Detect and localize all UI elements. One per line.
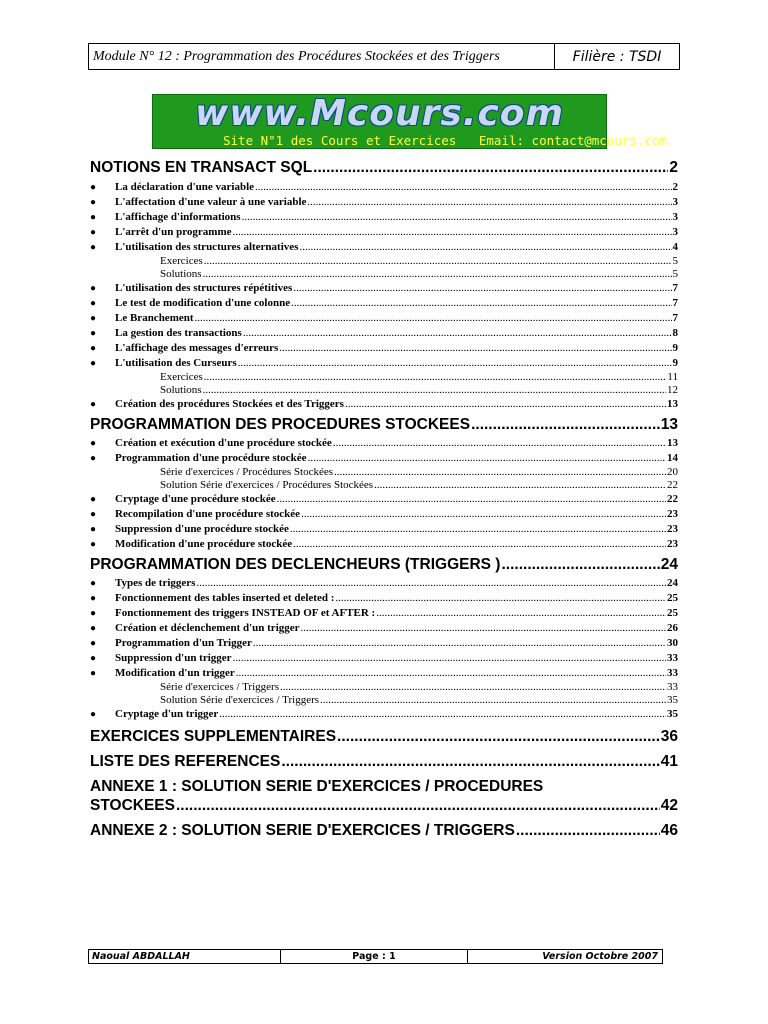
- toc-entry[interactable]: ● Suppression d'une procédure stockée ..... 23: [90, 522, 678, 537]
- module-title: Module N° 12 : Programmation des Procédures Stockées et des Triggers: [89, 44, 555, 69]
- table-of-contents: [90, 158, 678, 840]
- toc-entry[interactable]: ● Programmation d'une procédure stockée ..... 14: [90, 451, 678, 466]
- page-header: [88, 43, 680, 70]
- toc-section-heading[interactable]: PROGRAMMATION DES PROCEDURES STOCKEES ..... 13: [90, 415, 678, 434]
- bullet-icon: ●: [90, 638, 97, 649]
- toc-entry[interactable]: ● Création des procédures Stockées et des Triggers ..... 13: [90, 397, 678, 412]
- toc-section-heading[interactable]: EXERCICES SUPPLEMENTAIRES ..... 36: [90, 727, 678, 746]
- toc-entry[interactable]: ● Fonctionnement des triggers INSTEAD OF et AFTER : ..... 25: [90, 606, 678, 621]
- page-footer: [88, 949, 663, 964]
- toc-subentry[interactable]: Exercices ..... 5: [90, 255, 678, 268]
- banner-site-name: www.Mcours.com: [194, 93, 565, 134]
- toc-entry[interactable]: ● La gestion des transactions ..... 8: [90, 326, 678, 341]
- bullet-icon: ●: [90, 182, 97, 193]
- toc-section-heading[interactable]: ANNEXE 2 : SOLUTION SERIE D'EXERCICES / TRIGGERS ..... 46: [90, 821, 678, 840]
- toc-entry[interactable]: ● L'affectation d'une valeur à une variable ..... 3: [90, 195, 678, 210]
- bullet-icon: ●: [90, 358, 97, 369]
- bullet-icon: ●: [90, 578, 97, 589]
- bullet-icon: ●: [90, 668, 97, 679]
- toc-section-heading[interactable]: LISTE DES REFERENCES ..... 41: [90, 752, 678, 771]
- toc-section-heading[interactable]: NOTIONS EN TRANSACT SQL ..... 2: [90, 158, 678, 177]
- toc-entry[interactable]: ● L'arrêt d'un programme ..... 3: [90, 225, 678, 240]
- toc-entry[interactable]: ● Programmation d'un Trigger ..... 30: [90, 636, 678, 651]
- bullet-icon: ●: [90, 453, 97, 464]
- toc-entry[interactable]: ● Fonctionnement des tables inserted et deleted : ..... 25: [90, 591, 678, 606]
- toc-entry[interactable]: ● L'affichage des messages d'erreurs ..... 9: [90, 341, 678, 356]
- toc-entry[interactable]: ● L'utilisation des structures alternatives ..... 4: [90, 240, 678, 255]
- toc-subentry[interactable]: Série d'exercices / Triggers ..... 33: [90, 681, 678, 694]
- bullet-icon: ●: [90, 313, 97, 324]
- bullet-icon: ●: [90, 298, 97, 309]
- bullet-icon: ●: [90, 593, 97, 604]
- bullet-icon: ●: [90, 242, 97, 253]
- bullet-icon: ●: [90, 509, 97, 520]
- bullet-icon: ●: [90, 524, 97, 535]
- banner-tagline: Site N°1 des Cours et Exercices Email: contact@mcours.com: [223, 133, 668, 148]
- toc-entry[interactable]: ● La déclaration d'une variable ..... 2: [90, 180, 678, 195]
- bullet-icon: ●: [90, 399, 97, 410]
- toc-entry[interactable]: ● Types de triggers ..... 24: [90, 576, 678, 591]
- page-number: Page : 1: [281, 950, 468, 963]
- toc-entry[interactable]: ● L'utilisation des structures répétitives ..... 7: [90, 281, 678, 296]
- mcours-banner[interactable]: [152, 93, 668, 149]
- version-label: Version Octobre 2007: [542, 951, 658, 962]
- bullet-icon: ●: [90, 438, 97, 449]
- toc-subentry[interactable]: Exercices ..... 11: [90, 371, 678, 384]
- toc-entry[interactable]: ● Modification d'un trigger ..... 33: [90, 666, 678, 681]
- bullet-icon: ●: [90, 623, 97, 634]
- bullet-icon: ●: [90, 709, 97, 720]
- toc-subentry[interactable]: Solution Série d'exercices / Procédures Stockées ..... 22: [90, 479, 678, 492]
- toc-entry[interactable]: ● Création et déclenchement d'un trigger ..... 26: [90, 621, 678, 636]
- bullet-icon: ●: [90, 197, 97, 208]
- toc-entry[interactable]: ● Le Branchement ..... 7: [90, 311, 678, 326]
- toc-entry[interactable]: ● Recompilation d'une procédure stockée ..... 23: [90, 507, 678, 522]
- toc-subentry[interactable]: Série d'exercices / Procédures Stockées ..... 20: [90, 466, 678, 479]
- bullet-icon: ●: [90, 494, 97, 505]
- toc-entry[interactable]: ● Le test de modification d'une colonne ..... 7: [90, 296, 678, 311]
- author-name: Naoual ABDALLAH: [89, 950, 281, 963]
- toc-entry[interactable]: ● L'affichage d'informations ..... 3: [90, 210, 678, 225]
- bullet-icon: ●: [90, 653, 97, 664]
- bullet-icon: ●: [90, 328, 97, 339]
- toc-subentry[interactable]: Solution Série d'exercices / Triggers ..... 35: [90, 694, 678, 707]
- bullet-icon: ●: [90, 212, 97, 223]
- toc-entry[interactable]: ● Cryptage d'un trigger ..... 35: [90, 707, 678, 722]
- bullet-icon: ●: [90, 227, 97, 238]
- toc-entry[interactable]: ● Modification d'une procédure stockée ..... 23: [90, 537, 678, 552]
- toc-entry[interactable]: ● L'utilisation des Curseurs ..... 9: [90, 356, 678, 371]
- bullet-icon: ●: [90, 343, 97, 354]
- bullet-icon: ●: [90, 539, 97, 550]
- filiere-label: Filière : TSDI: [572, 48, 662, 65]
- toc-entry[interactable]: ● Cryptage d'une procédure stockée ..... 22: [90, 492, 678, 507]
- toc-entry[interactable]: ● Création et exécution d'une procédure stockée ..... 13: [90, 436, 678, 451]
- toc-section-heading[interactable]: PROGRAMMATION DES DECLENCHEURS (TRIGGERS ) ..... 24: [90, 555, 678, 574]
- bullet-icon: ●: [90, 608, 97, 619]
- toc-section-heading[interactable]: ANNEXE 1 : SOLUTION SERIE D'EXERCICES / PROCEDURES STOCKEES ..... 42: [90, 777, 678, 815]
- bullet-icon: ●: [90, 283, 97, 294]
- toc-subentry[interactable]: Solutions ..... 5: [90, 268, 678, 281]
- toc-entry[interactable]: ● Suppression d'un trigger ..... 33: [90, 651, 678, 666]
- toc-subentry[interactable]: Solutions ..... 12: [90, 384, 678, 397]
